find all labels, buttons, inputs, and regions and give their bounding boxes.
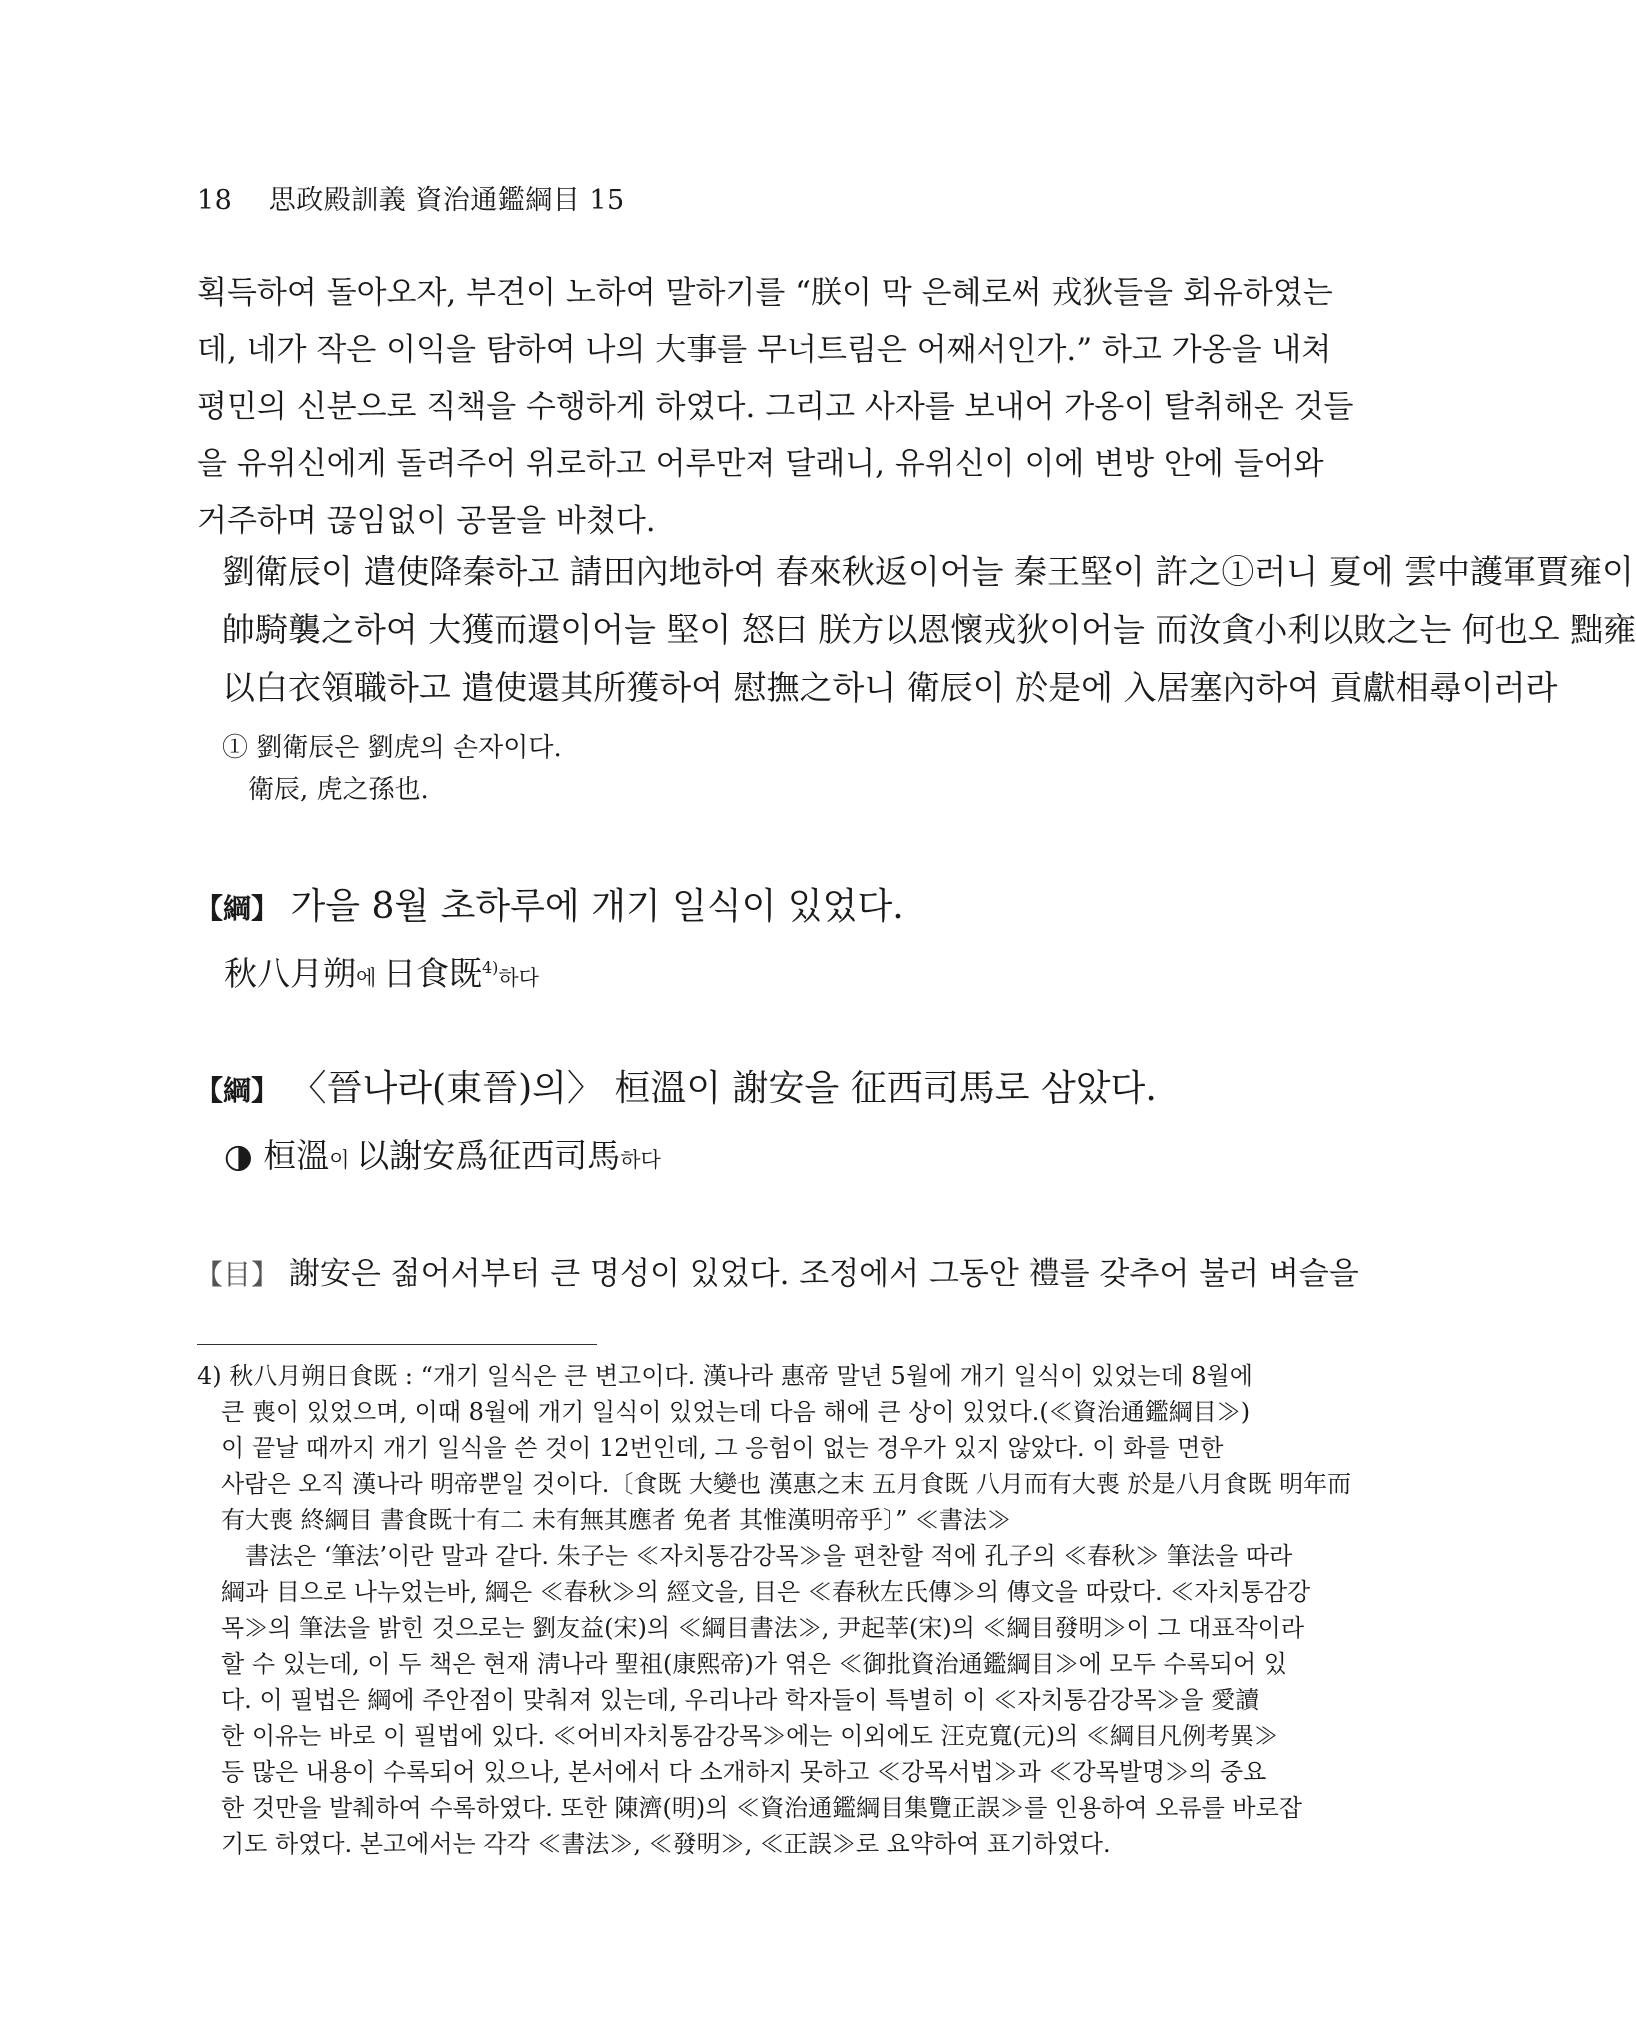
footnote-line: 書法은 ‘筆法’이란 말과 같다. 朱子는 ≪자치통감강목≫을 편찬할 적에 孔子의 ≪春秋≫ 筆法을 따라 [197, 1542, 1293, 1570]
footnote-line: 큰 喪이 있었으며, 이때 8월에 개기 일식이 있었는데 다음 해에 큰 상이 있었다.(≪資治通鑑綱目≫) [197, 1398, 1251, 1426]
gang-heading [195, 878, 904, 929]
text-line: 획득하여 돌아오자, 부견이 노하여 말하기를 “朕이 막 은혜로써 戎狄들을 회유하였는 [197, 275, 1333, 311]
annotation-note [222, 727, 562, 811]
gang-tag: 【綱】 [195, 892, 280, 925]
footnote-ref: 4) [481, 958, 499, 977]
footnote-line: 有大喪 終綱目 書食既十有二 未有無其應者 免者 其惟漢明帝乎〕” ≪書法≫ [197, 1506, 1012, 1534]
footnote-line: 다. 이 필법은 綱에 주안점이 맞춰져 있는데, 우리나라 학자들이 특별히 이 ≪자치통감강목≫을 愛讀 [197, 1686, 1260, 1714]
gang-original-text: 秋八月朔에 日食既$^{4)}$하다 [224, 954, 539, 993]
footnote [197, 1358, 1352, 1862]
classical-chinese-paragraph [222, 543, 1636, 717]
mok-text: 謝安은 젊어서부터 큰 명성이 있었다. 조정에서 그동안 禮를 갖추어 불러 벼슬을 [288, 1256, 1359, 1292]
text-line: 데, 네가 작은 이익을 탐하여 나의 大事를 무너트림은 어째서인가.” 하고 가옹을 내쳐 [197, 332, 1332, 368]
note-line: 衛辰, 虎之孫也. [222, 775, 429, 805]
footnote-line: 기도 하였다. 본고에서는 각각 ≪書法≫, ≪發明≫, ≪正誤≫로 요약하여 표기하였다. [197, 1830, 1111, 1858]
gang-original-text: ◑ 桓溫이 以謝安爲征西司馬하다 [224, 1136, 661, 1175]
gang-heading [195, 1060, 1157, 1111]
note-line: ① 劉衛辰은 劉虎의 손자이다. [222, 733, 562, 763]
footnote-line: 4) 秋八月朔日食既 : “개기 일식은 큰 변고이다. 漢나라 惠帝 말년 5월에 개기 일식이 있었는데 8월에 [197, 1362, 1253, 1390]
gang-tag: 【綱】 [195, 1074, 280, 1107]
korean-translation-paragraph [197, 265, 1354, 550]
half-circle-icon: ◑ [224, 1136, 253, 1175]
page-number: 18 [197, 185, 233, 216]
text-line: 거주하며 끊임없이 공물을 바쳤다. [197, 503, 656, 539]
gang-text: 〈晉나라(東晉)의〉 桓溫이 謝安을 征西司馬로 삼았다. [290, 1068, 1157, 1109]
page-header [197, 178, 625, 217]
text-line: 을 유위신에게 돌려주어 위로하고 어루만져 달래니, 유위신이 이에 변방 안에 들어와 [197, 446, 1324, 482]
footnote-line: 이 끝날 때까지 개기 일식을 쓴 것이 12번인데, 그 응험이 없는 경우가 있지 않았다. 이 화를 면한 [197, 1434, 1224, 1462]
footnote-line: 목≫의 筆法을 밝힌 것으로는 劉友益(宋)의 ≪綱目書法≫, 尹起莘(宋)의 ≪綱目發明≫이 그 대표작이라 [197, 1614, 1305, 1642]
footnote-line: 綱과 目으로 나누었는바, 綱은 ≪春秋≫의 經文을, 目은 ≪春秋左氏傳≫의 傳文을 따랐다. ≪자치통감강 [197, 1578, 1311, 1606]
text-line: 以白衣領職하고 遣使還其所獲하여 慰撫之하니 衛辰이 於是에 入居塞內하여 貢獻相尋이러라 [222, 668, 1558, 707]
text-line: 평민의 신분으로 직책을 수행하게 하였다. 그리고 사자를 보내어 가옹이 탈취해온 것들 [197, 389, 1354, 425]
text-line: 劉衛辰이 遣使降秦하고 請田內地하여 春來秋返이어늘 秦王堅이 許之①러니 夏에 雲中護軍賈雍이 [222, 552, 1634, 591]
book-title: 思政殿訓義 資治通鑑綱目 15 [268, 185, 625, 216]
footnote-line: 한 것만을 발췌하여 수록하였다. 또한 陳濟(明)의 ≪資治通鑑綱目集覽正誤≫를 인용하여 오류를 바로잡 [197, 1794, 1302, 1822]
footnote-divider [197, 1344, 597, 1345]
footnote-line: 등 많은 내용이 수록되어 있으나, 본서에서 다 소개하지 못하고 ≪강목서법≫과 ≪강목발명≫의 중요 [197, 1758, 1267, 1786]
footnote-line: 할 수 있는데, 이 두 책은 현재 淸나라 聖祖(康熙帝)가 엮은 ≪御批資治通鑑綱目≫에 모두 수록되어 있 [197, 1650, 1287, 1678]
footnote-line: 사람은 오직 漢나라 明帝뿐일 것이다.〔食既 大變也 漢惠之末 五月食既 八月而有大喪 於是八月食既 明年而 [197, 1470, 1352, 1498]
mok-tag: 【目】 [195, 1258, 280, 1291]
footnote-line: 한 이유는 바로 이 필법에 있다. ≪어비자치통감강목≫에는 이외에도 汪克寬(元)의 ≪綱目凡例考異≫ [197, 1722, 1278, 1750]
mok-paragraph [195, 1248, 1359, 1293]
gang-text: 가을 8월 초하루에 개기 일식이 있었다. [290, 886, 904, 927]
text-line: 帥騎襲之하여 大獲而還이어늘 堅이 怒曰 朕方以恩懷戎狄이어늘 而汝貪小利以敗之는 何也오 黜雍 [222, 610, 1636, 649]
